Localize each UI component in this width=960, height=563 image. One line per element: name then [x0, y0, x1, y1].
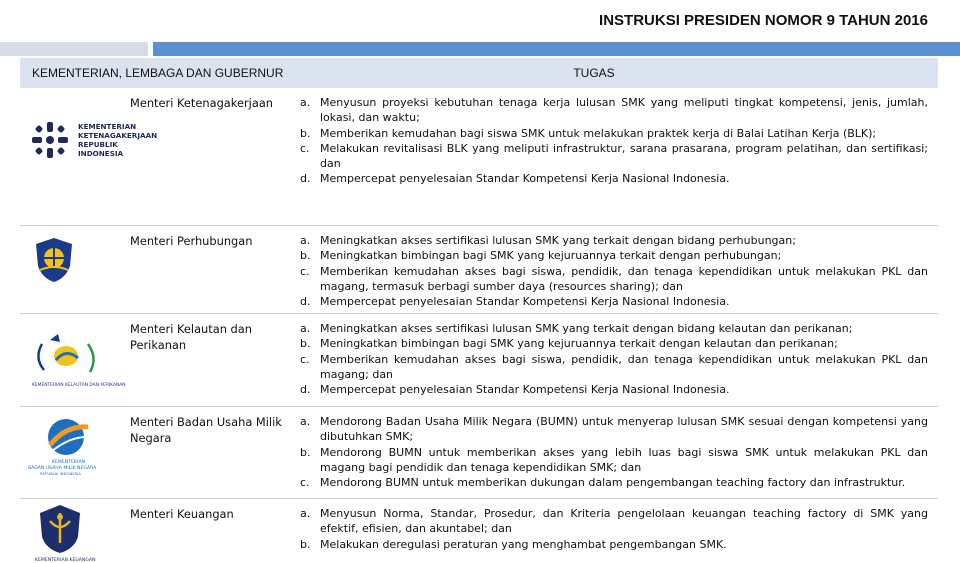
kemnaker-logo-text-3: REPUBLIK — [78, 140, 118, 149]
task-text: Memberikan kemudahan akses bagi siswa, pendidik, dan tenaga kependidikan untuk melakukan PKL dan magang, termasuk berbagi sumber daya (resources sharing); dan — [320, 264, 928, 293]
table-row — [20, 314, 938, 407]
task-text: Melakukan deregulasi peraturan yang menghambat pengembangan SMK. — [320, 537, 727, 551]
accent-bar-dark — [153, 42, 960, 56]
table-row — [20, 499, 938, 561]
task-item — [300, 171, 928, 186]
ministry-name: Menteri Badan Usaha Milik Negara — [130, 415, 282, 445]
task-list — [290, 503, 938, 561]
task-item — [300, 233, 928, 248]
task-label: a. — [300, 96, 311, 109]
kemnaker-logo-text-4: INDONESIA — [78, 149, 124, 158]
task-text: Meningkatkan bimbingan bagi SMK yang kejuruannya terkait dengan kelautan dan perikanan; — [320, 337, 838, 351]
task-label: c. — [300, 141, 310, 155]
task-label: a. — [300, 322, 311, 335]
logo-cell — [20, 230, 120, 313]
logo-cell — [20, 92, 158, 225]
task-label: b. — [300, 537, 311, 551]
task-list — [290, 92, 938, 225]
task-label: a. — [300, 415, 311, 428]
task-item — [300, 537, 928, 552]
task-list — [290, 230, 938, 313]
task-item — [300, 475, 928, 490]
task-item — [300, 506, 928, 537]
column-header-ministry: KEMENTERIAN, LEMBAGA DAN GUBERNUR — [32, 66, 284, 80]
logo-cell — [20, 318, 126, 406]
task-item — [300, 264, 928, 295]
task-list — [290, 411, 938, 498]
bumn-logo-icon — [26, 415, 120, 481]
task-label: d. — [300, 295, 311, 309]
dephub-logo-icon — [32, 236, 76, 284]
page-title: INSTRUKSI PRESIDEN NOMOR 9 TAHUN 2016 — [599, 12, 928, 29]
task-item — [300, 336, 928, 351]
task-text: Meningkatkan akses sertifikasi lulusan SMK yang terkait dengan bidang perhubungan; — [320, 234, 796, 247]
kkp-logo-icon — [30, 330, 126, 392]
bumn-logo-text-2: BADAN USAHA MILIK NEGARA — [28, 466, 97, 471]
logo-cell — [20, 411, 120, 498]
task-label: c. — [300, 352, 310, 366]
ministry-name: Menteri Perhubungan — [130, 234, 253, 248]
task-text: Melakukan revitalisasi BLK yang meliputi infrastruktur, sarana prasarana, program pelatihan, dan sertifikasi; dan — [320, 141, 928, 171]
task-text: Mempercepat penyelesaian Standar Kompetensi Kerja Nasional Indonesia. — [320, 295, 730, 309]
ministry-name: Menteri Ketenagakerjaan — [130, 96, 274, 110]
task-text: Memberikan kemudahan bagi siswa SMK untuk melakukan praktek kerja di Balai Latihan Kerja (BLK); — [320, 126, 877, 140]
task-label: b. — [300, 337, 311, 351]
task-item — [300, 321, 928, 336]
task-item — [300, 95, 928, 126]
task-item — [300, 352, 928, 383]
task-item — [300, 382, 928, 397]
kemnaker-logo-text-1: KEMENTERIAN — [78, 122, 137, 131]
kemnaker-logo-text-2: KETENAGAKERJAAN — [78, 131, 158, 140]
bumn-logo-text-1: KEMENTERIAN — [52, 460, 86, 465]
task-label: b. — [300, 445, 311, 459]
task-list — [290, 318, 938, 406]
task-item — [300, 414, 928, 445]
kemnaker-logo-icon — [30, 120, 180, 164]
ministry-name: Menteri Kelautan dan Perikanan — [130, 322, 252, 352]
task-label: b. — [300, 126, 311, 140]
kkp-logo-text: KEMENTERIAN KELAUTAN DAN PERIKANAN — [32, 383, 126, 388]
task-item — [300, 445, 928, 476]
task-text: Mendorong BUMN untuk memberikan akses yang lebih luas bagi siswa SMK untuk melakukan PKL dan magang bagi pendidik dan tenaga kependidikan SMK; dan — [320, 445, 928, 474]
task-text: Menyusun Norma, Standar, Prosedur, dan Kriteria pengelolaan keuangan teaching factory di SMK yang efektif, efisien, dan akuntabel; dan — [320, 507, 928, 536]
task-label: d. — [300, 172, 311, 186]
task-text: Memberikan kemudahan akses bagi siswa, pendidik, dan tenaga kependidikan untuk melakukan PKL dan magang; dan — [320, 352, 928, 381]
kemenkeu-logo-icon — [34, 503, 96, 563]
table-row — [20, 88, 938, 226]
table-header — [20, 58, 938, 88]
task-text: Meningkatkan akses sertifikasi lulusan SMK yang terkait dengan bidang kelautan dan perikanan; — [320, 322, 853, 335]
accent-bar-light — [0, 42, 148, 56]
bumn-logo-text-3: REPUBLIK INDONESIA — [40, 471, 81, 476]
table-row — [20, 407, 938, 499]
ministry-name: Menteri Keuangan — [130, 507, 234, 521]
header-accent-bar — [0, 42, 960, 56]
task-label: b. — [300, 249, 311, 263]
task-label: a. — [300, 234, 311, 247]
task-item — [300, 248, 928, 263]
logo-cell — [20, 503, 120, 561]
task-text: Mempercepat penyelesaian Standar Kompetensi Kerja Nasional Indonesia. — [320, 383, 730, 397]
task-item — [300, 141, 928, 172]
column-header-tasks: TUGAS — [573, 66, 615, 80]
task-text: Menyusun proyeksi kebutuhan tenaga kerja lulusan SMK yang meliputi tingkat kompetensi, jenis, jumlah, lokasi, dan waktu; — [320, 96, 928, 125]
table-row — [20, 226, 938, 314]
task-label: d. — [300, 383, 311, 397]
task-label: c. — [300, 264, 310, 278]
task-label: c. — [300, 476, 310, 490]
task-label: a. — [300, 507, 311, 520]
tasks-table — [20, 58, 938, 561]
task-text: Mempercepat penyelesaian Standar Kompetensi Kerja Nasional Indonesia. — [320, 172, 730, 186]
task-item — [300, 126, 928, 141]
task-item — [300, 294, 928, 309]
task-text: Mendorong BUMN untuk memberikan dukungan dalam pengembangan teaching factory dan infrastruktur. — [320, 476, 906, 490]
task-text: Mendorong Badan Usaha Milik Negara (BUMN) untuk menyerap lulusan SMK sesuai dengan kompetensi yang dibutuhkan SMK; — [320, 415, 928, 444]
kemenkeu-logo-text: KEMENTERIAN KEUANGAN — [35, 558, 96, 563]
task-text: Meningkatkan bimbingan bagi SMK yang kejuruannya terkait dengan perhubungan; — [320, 249, 782, 263]
